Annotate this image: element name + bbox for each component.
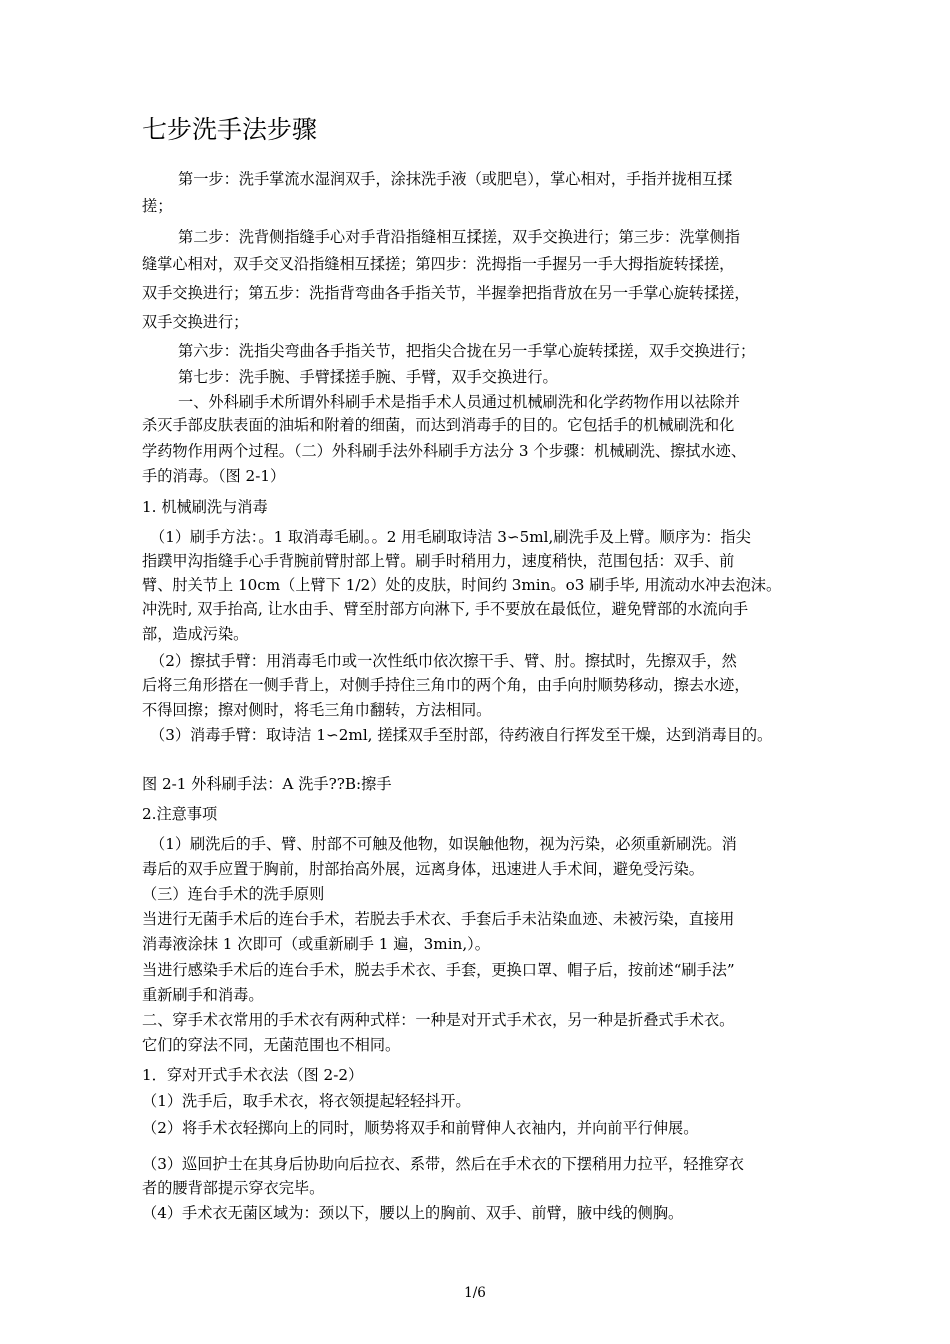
text-line: 毒后的双手应置于胸前，肘部抬高外展，远离身体，迅速进人手术间，避免受污染。 — [142, 860, 704, 878]
text-line: 双手交换进行；第五步：洗指背弯曲各手指关节，半握拳把指背放在另一手掌心旋转揉搓， — [142, 284, 750, 302]
text-line: 杀灭手部皮肤表面的油垢和附着的细菌，而达到消毒手的目的。它包括手的机械刷洗和化 — [142, 416, 735, 434]
text-line: 第一步：洗手掌流水湿润双手，涂抹洗手液（或肥皂），掌心相对，手指并拢相互揉 — [178, 170, 733, 188]
text-line: 臂、肘关节上 10cm（上臂下 1/2）处的皮肤，时间约 3min。o3 刷手毕, 用流动水冲去泡沫。 — [142, 576, 782, 594]
text-line: （1）刷洗后的手、臂、肘部不可触及他物，如误触他物，视为污染，必须重新刷洗。消 — [150, 835, 737, 853]
section-heading: 2.注意事项 — [142, 805, 218, 823]
text-line: （3）消毒手臂：取诗洁 1∽2ml, 搓揉双手至肘部，待药液自行挥发至干燥，达到消毒目的。 — [150, 726, 773, 744]
text-line: 第七步：洗手腕、手臂揉搓手腕、手臂，双手交换进行。 — [178, 368, 558, 386]
text-line: 后将三角形搭在一侧手背上，对侧手持住三角巾的两个角，由手向肘顺势移动，擦去水迹， — [142, 676, 750, 694]
text-line: 双手交换进行； — [142, 313, 249, 331]
text-line: 当进行无菌手术后的连台手术，若脱去手术衣、手套后手未沾染血迹、未被污染，直接用 — [142, 910, 735, 928]
text-line: 缝掌心相对，双手交叉沿指缝相互揉搓；第四步：洗拇指一手握另一手大拇指旋转揉搓， — [142, 255, 735, 273]
text-line: （4）手术衣无菌区域为：颈以下，腰以上的胸前、双手、前臂，腋中线的侧胸。 — [142, 1204, 684, 1222]
page-title: 七步洗手法步骤 — [142, 115, 318, 144]
text-line: （2）擦拭手臂：用消毒毛巾或一次性纸巾依次擦干手、臂、肘。擦拭时，先擦双手，然 — [150, 652, 737, 670]
text-line: 者的腰背部提示穿衣完毕。 — [142, 1179, 325, 1197]
text-line: 它们的穿法不同，无菌范围也不相同。 — [142, 1036, 401, 1054]
page-number: 1/6 — [464, 1285, 486, 1301]
text-line: （3）巡回护士在其身后协助向后拉衣、系带，然后在手术衣的下摆稍用力拉平，轻推穿衣 — [142, 1155, 744, 1173]
figure-caption: 图 2-1 外科刷手法：A 洗手??B:擦手 — [142, 775, 392, 793]
text-line: 学药物作用两个过程。（二）外科刷手法外科刷手方法分 3 个步骤：机械刷洗、擦拭水迹、 — [142, 442, 747, 460]
text-line: （2）将手术衣轻掷向上的同时，顺势将双手和前臂伸人衣袖内，并向前平行伸展。 — [142, 1119, 699, 1137]
text-line: （1）刷手方法：。1 取消毒毛刷。。2 用毛刷取诗洁 3∽5ml,刷洗手及上臂。顺序为：指尖 — [150, 528, 751, 546]
section-heading: 1. 机械刷洗与消毒 — [142, 498, 268, 516]
text-line: （1）洗手后，取手术衣，将衣领提起轻轻抖开。 — [142, 1092, 471, 1110]
text-line: 第六步：洗指尖弯曲各手指关节，把指尖合拢在另一手掌心旋转揉搓，双手交换进行； — [178, 342, 756, 360]
text-line: 当进行感染手术后的连台手术，脱去手术衣、手套，更换口罩、帽子后，按前述“刷手法” — [142, 961, 735, 979]
text-line: 二、穿手术衣常用的手术衣有两种式样：一种是对开式手术衣，另一种是折叠式手术衣。 — [142, 1011, 735, 1029]
text-line: 搓； — [142, 197, 173, 215]
text-line: 不得回擦；擦对侧时，将毛三角巾翻转，方法相同。 — [142, 701, 492, 719]
text-line: 冲洗时, 双手抬高, 让水由手、臂至肘部方向淋下, 手不要放在最低位，避免臂部的水流向手 — [142, 600, 749, 618]
text-line: 部，造成污染。 — [142, 625, 249, 643]
text-line: 手的消毒。（图 2-1） — [142, 467, 286, 485]
text-line: 消毒液涂抹 1 次即可（或重新刷手 1 遍，3min,）。 — [142, 935, 490, 953]
text-line: 指蹼甲沟指缝手心手背腕前臂肘部上臂。刷手时稍用力，速度稍快，范围包括：双手、前 — [142, 552, 735, 570]
text-line: 第二步：洗背侧指缝手心对手背沿指缝相互揉搓，双手交换进行；第三步：洗掌侧指 — [178, 228, 740, 246]
text-line: 一、外科刷手术所谓外科刷手术是指手术人员通过机械刷洗和化学药物作用以祛除并 — [178, 393, 740, 411]
text-line: 重新刷手和消毒。 — [142, 986, 264, 1004]
section-heading: 1．穿对开式手术衣法（图 2-2） — [142, 1066, 364, 1084]
section-heading: （三）连台手术的洗手原则 — [142, 885, 325, 903]
